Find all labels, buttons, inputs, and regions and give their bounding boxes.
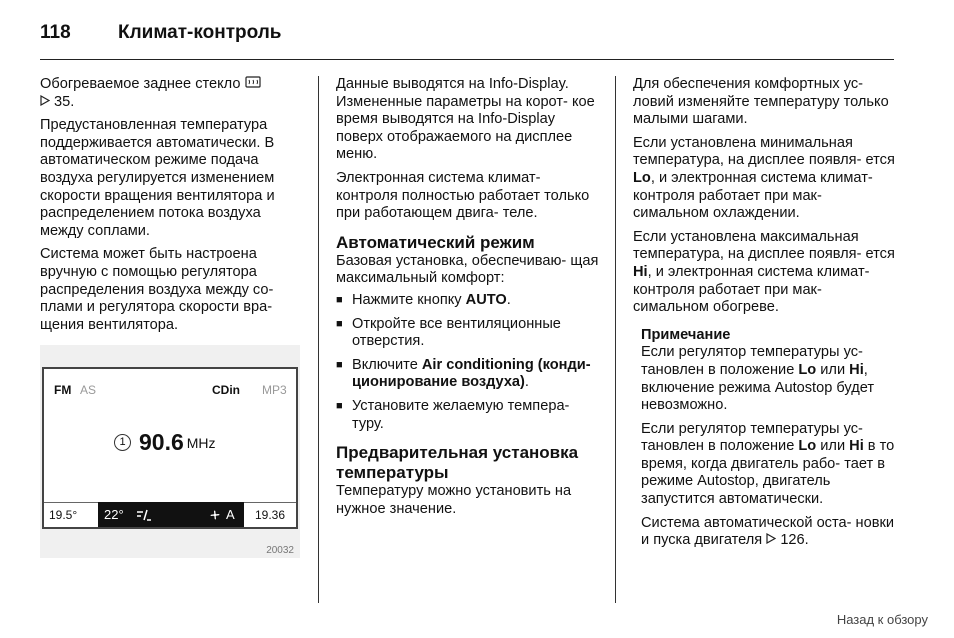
column-3 [633,76,898,556]
text: Обогреваемое заднее стекло [40,76,245,92]
list-item: ■ Включите Air conditioning (конди- ционирование воздуха). [336,357,601,392]
air-distribution-icon [134,507,154,523]
info-display [42,367,298,529]
column-1 [40,76,305,340]
paragraph: Если регулятор температуры ус- тановлен в положение Lo или Hi, включение режима Autostop будет невозможно. [641,344,875,414]
note-block [633,327,898,550]
section-heading: Автоматический режим [336,232,535,252]
column-2 [336,76,601,524]
info-display-figure [40,345,300,558]
paragraph: Если регулятор температуры ус- тановлен в положение Lo или Hi в то время, когда двигатель рабо- тает в режиме Autostop, двигатель запустится автоматически. [641,420,895,508]
section-heading: Предварительная установка температуры [336,443,579,483]
clock: 19.36 [244,502,296,528]
back-to-overview-link[interactable]: Назад к обзору [836,612,928,627]
paragraph: Если установлена максимальная температура, на дисплее появля- ется Hi, и электронная система климат-контроля работает при мак- симальном обогреве. [633,228,895,316]
source-label: CDin [212,383,240,397]
paragraph: Базовая установка, обеспечиваю- щая максимальный комфорт: [336,252,599,287]
frequency-row [114,429,216,456]
page-title: Климат-контроль [118,22,282,43]
fan-mode: A [226,507,235,522]
frequency-unit: MHz [186,434,216,451]
climate-status-bar [44,502,296,527]
paragraph: Система может быть настроена вручную с помощью регулятора распределения воздуха между со- плами и регулятора скорости вра- щения вентилятора. [40,246,274,333]
outside-temp: 19.5° [44,502,98,527]
paragraph: Предустановленная температура поддерживается автоматически. В автоматическом режиме подача воздуха регулируется изменением скорости вращения вентилятора и распределением потока воздуха между соплами. [40,117,275,239]
page-reference[interactable]: 126. [776,532,809,549]
band-label: FM [54,383,72,397]
paragraph: Электронная система климат- контроля полностью работает только при работающем двига- теле. [336,169,590,222]
page-header [40,22,282,44]
paragraph: Если установлена минимальная температура, на дисплее появля- ется Lo, и электронная система климат-контроля работает при мак- симальном охлаждении. [633,134,895,222]
page-number: 118 [40,22,71,43]
column-divider [615,76,616,603]
list-item: ■ Откройте все вентиляционные отверстия. [336,316,601,351]
header-rule [40,59,894,60]
set-temp: 22° [104,507,124,522]
figure-id: 20032 [266,545,294,556]
paragraph: Для обеспечения комфортных ус- ловий изменяйте температуру только малыми шагами. [633,76,889,128]
climate-segment [98,502,244,527]
paragraph [40,76,305,111]
page-reference[interactable]: 35. [50,93,75,110]
instruction-list [336,292,601,433]
paragraph: Система автоматической оста- новки и пуска двигателя 126. [641,514,894,549]
paragraph: Температуру можно установить на нужное значение. [336,483,572,517]
list-item: ■ Нажмите кнопку AUTO. [336,292,601,310]
rear-defrost-icon [245,76,261,89]
list-item: ■ Установите желаемую темпера- туру. [336,398,601,433]
preset-icon: 1 [114,434,131,451]
as-label: AS [80,383,97,397]
column-divider [318,76,319,603]
fan-icon [208,508,222,522]
note-title: Примечание [641,326,731,343]
format-label: MP3 [262,383,287,397]
reference-arrow-icon [40,95,50,106]
frequency: 90.6 [139,429,184,455]
reference-arrow-icon [766,533,776,544]
paragraph: Данные выводятся на Info-Display. Измененные параметры на корот- кое время выводятся на Info-Display поверх отображаемого на дисплее меню. [336,76,595,163]
